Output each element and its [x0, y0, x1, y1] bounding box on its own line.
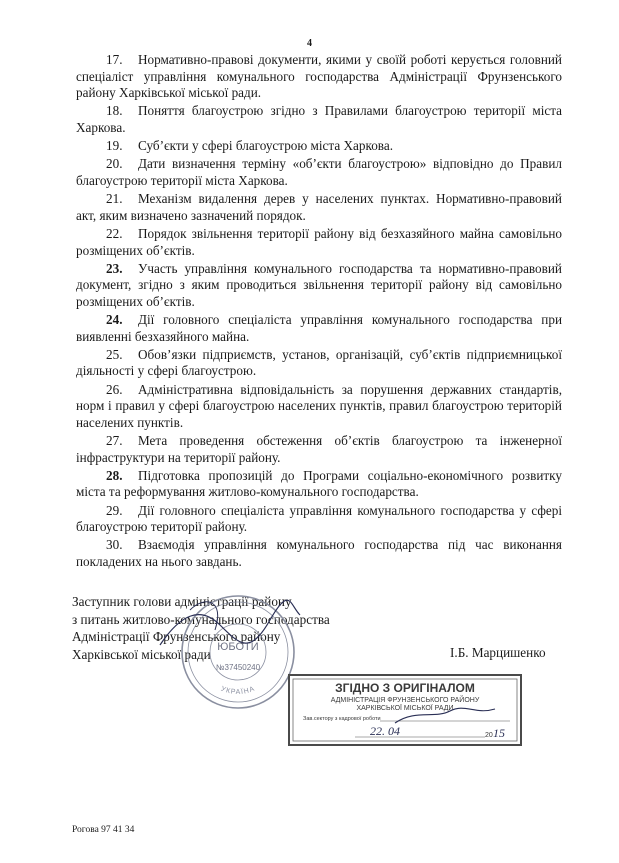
stamp-line: ХАРКІВСЬКОЇ МІСЬКОЇ РАДИ — [356, 705, 454, 712]
seal-code: №37450240 — [215, 663, 261, 672]
stamp-title: ЗГІДНО З ОРИГІНАЛОМ — [335, 681, 475, 695]
stamp-date: 22. 04 — [370, 724, 400, 738]
list-item: 29. Дії головного спеціаліста управління комунального господарства у сфері благоустрою території району. — [76, 502, 562, 535]
questions-list — [76, 52, 562, 572]
list-item: 22. Порядок звільнення території району від безхазяйного майна самовільно розміщених об’єктів. — [76, 225, 562, 258]
signatory-line: Харківської міської ради — [72, 646, 211, 662]
list-item: 17. Нормативно-правові документи, якими у своїй роботі керується головний спеціаліст управління комунального господарства Адміністрації Фрунзенського району Харківської міської ради. — [76, 52, 562, 101]
list-item: 28. Підготовка пропозицій до Програми соціально-економічного розвитку міста та реформування житлово-комунального господарства. — [76, 467, 562, 500]
list-item: 21. Механізм видалення дерев у населених пунктах. Нормативно-правовий акт, яким визначено зазначений порядок. — [76, 191, 562, 223]
signatory-line: Заступник голови адміністрації району — [72, 594, 292, 609]
signatory-name: І.Б. Марцишенко — [450, 645, 546, 660]
signatory-line: з питань житлово-комунального господарства — [72, 611, 330, 627]
list-item: 26. Адміністративна відповідальність за порушення державних стандартів, норм і правил у сфері благоустрою населених пунктів, правил благоустрою територій населених пунктів. — [76, 381, 562, 430]
certified-copy-stamp — [285, 671, 525, 749]
stamp-line: Зав.сектору з кадрової роботи — [303, 716, 381, 722]
seal-outer-text: УКРАЇНА — [219, 685, 257, 697]
page-number: 4 — [307, 38, 312, 49]
list-item: 25. Обов’язки підприємств, установ, організацій, суб’єктів підприємницької діяльності у сфері благоустрою. — [76, 346, 562, 379]
stamp-line: АДМІНІСТРАЦІЯ ФРУНЗЕНСЬКОГО РАЙОНУ — [330, 697, 480, 704]
stamp-year: 15 — [493, 726, 505, 740]
list-item: 27. Мета проведення обстеження об’єктів благоустрою та інженерної інфраструктури на території району. — [76, 433, 562, 465]
list-item: 20. Дати визначення терміну «об’єкти благоустрою» відповідно до Правил благоустрою території міста Харкова. — [76, 156, 562, 188]
list-item: 18. Поняття благоустрою згідно з Правилами благоустрою території міста Харкова. — [76, 103, 562, 135]
handwritten-signature — [150, 585, 310, 675]
stamp-year-prefix: 20 — [485, 732, 493, 739]
seal-inner-text: ЮБОТИ — [217, 641, 259, 653]
list-item: 23. Участь управління комунального господарства та нормативно-правовий документ, згідно з яким проводиться звільнення території району від самовільно розміщених об’єктів. — [76, 260, 562, 309]
list-item: 30. Взаємодія управління комунального господарства під час виконання покладених на нього завдань. — [76, 537, 562, 569]
svg-text:УКРАЇНА — [220, 685, 256, 696]
footer-contact: Рогова 97 41 34 — [72, 825, 135, 835]
list-item: 19. Суб’єкти у сфері благоустрою міста Харкова. — [106, 138, 393, 154]
list-item: 24. Дії головного спеціаліста управління комунального господарства при виявленні безхазяйного майна. — [76, 312, 562, 344]
signatory-line: Адміністрації Фрунзенського району — [72, 629, 281, 644]
